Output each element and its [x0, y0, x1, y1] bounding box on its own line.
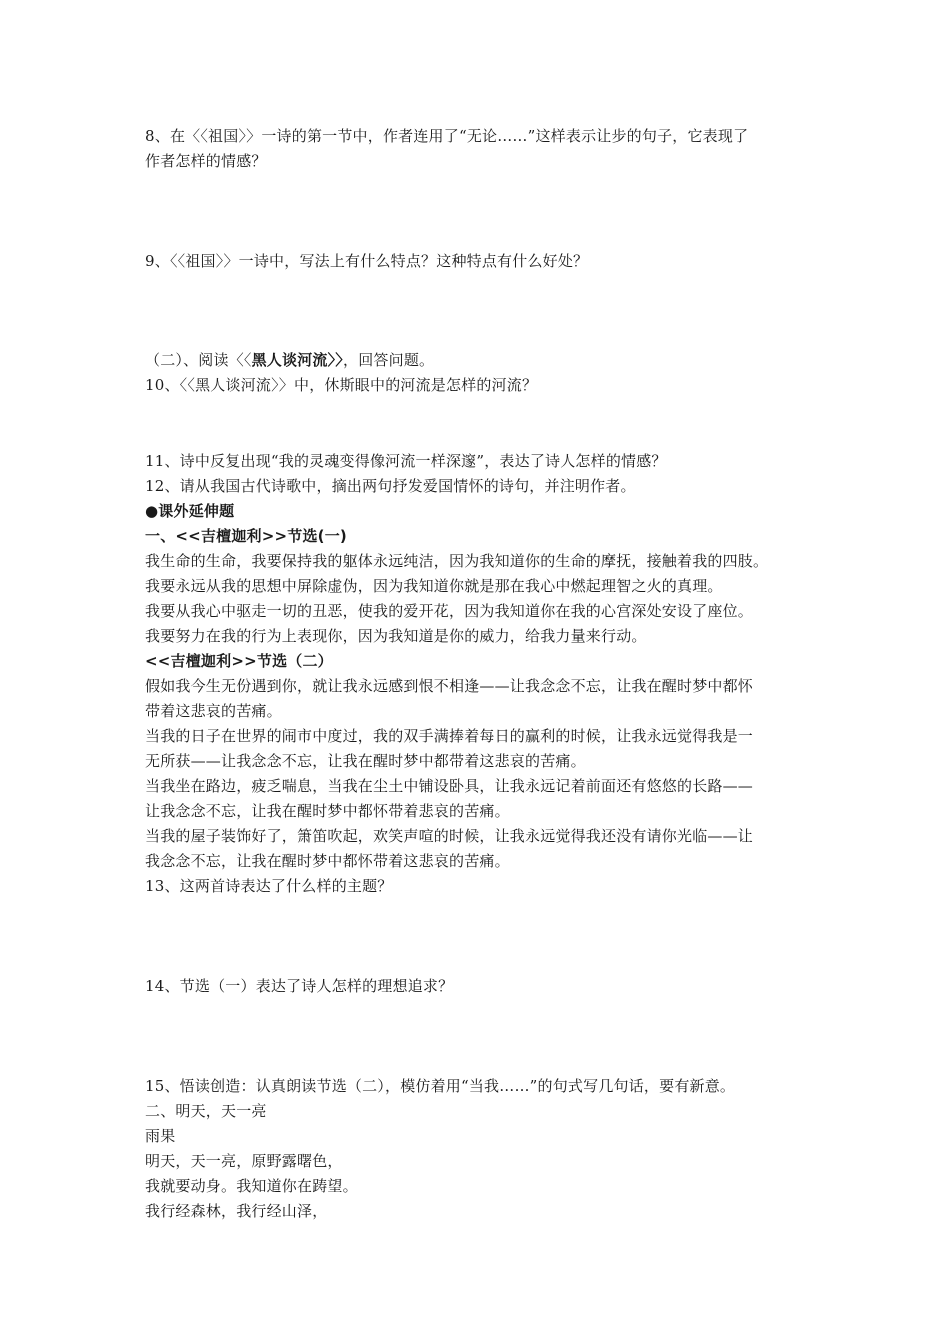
question-15: 15、悟读创造：认真朗读节选（二），模仿着用“当我……”的句式写几句话，要有新意。	[145, 1077, 736, 1095]
excerpt-1-line: 我要从我心中驱走一切的丑恶，使我的爱开花，因为我知道你在我的心宫深处安设了座位。	[145, 602, 754, 620]
excerpt-2-line: 让我念念不忘，让我在醒时梦中都怀带着悲哀的苦痛。	[145, 802, 510, 820]
section-2-suffix: ，回答问题。	[343, 351, 435, 369]
poem-heading: 二、明天，天一亮	[145, 1102, 267, 1120]
excerpt-2-line: 我念念不忘，让我在醒时梦中都怀带着这悲哀的苦痛。	[145, 852, 510, 870]
excerpt-1-line: 我生命的生命，我要保持我的躯体永远纯洁，因为我知道你的生命的摩抚，接触着我的四肢。	[145, 552, 769, 570]
question-8-line-1: 8、在〈〈祖国〉〉一诗的第一节中，作者连用了“无论……”这样表示让步的句子，它表现了	[145, 127, 749, 145]
excerpt-1-line: 我要永远从我的思想中屏除虚伪，因为我知道你就是那在我心中燃起理智之火的真理。	[145, 577, 723, 595]
poem-line: 我行经森林，我行经山泽，	[145, 1202, 328, 1220]
question-11: 11、诗中反复出现“我的灵魂变得像河流一样深邃”，表达了诗人怎样的情感？	[145, 452, 667, 470]
poem-author: 雨果	[145, 1127, 176, 1145]
question-12: 12、请从我国古代诗歌中，摘出两句抒发爱国情怀的诗句，并注明作者。	[145, 477, 636, 495]
section-2-title: 黑人谈河流〉〉	[251, 351, 344, 369]
extension-heading: ●课外延伸题	[145, 502, 235, 520]
section-2-prefix: （二）、阅读〈〈	[145, 351, 252, 369]
excerpt-2-line: 带着这悲哀的苦痛。	[145, 702, 282, 720]
excerpt-2-line: 当我的屋子装饰好了，箫笛吹起，欢笑声喧的时候，让我永远觉得我还没有请你光临——让	[145, 827, 754, 845]
question-10: 10、〈〈黑人谈河流〉〉中，休斯眼中的河流是怎样的河流？	[145, 376, 538, 394]
excerpt-1-heading: 一、<<吉檀迦利>>节选(一)	[145, 527, 347, 545]
excerpt-2-line: 当我坐在路边，疲乏喘息，当我在尘土中铺设卧具，让我永远记着前面还有悠悠的长路——	[145, 777, 754, 795]
excerpt-1-line: 我要努力在我的行为上表现你，因为我知道是你的威力，给我力量来行动。	[145, 627, 647, 645]
question-13: 13、这两首诗表达了什么样的主题？	[145, 877, 393, 895]
poem-line: 明天，天一亮，原野露曙色，	[145, 1152, 343, 1170]
question-14: 14、节选（一）表达了诗人怎样的理想追求？	[145, 977, 454, 995]
section-2-heading	[145, 348, 815, 373]
excerpt-2-line: 当我的日子在世界的闹市中度过，我的双手满捧着每日的赢利的时候，让我永远觉得我是一	[145, 727, 754, 745]
question-8-line-2: 作者怎样的情感？	[145, 152, 267, 170]
excerpt-2-line: 无所获——让我念念不忘，让我在醒时梦中都带着这悲哀的苦痛。	[145, 752, 586, 770]
excerpt-2-line: 假如我今生无份遇到你，就让我永远感到恨不相逢——让我念念不忘，让我在醒时梦中都怀	[145, 677, 754, 695]
question-9: 9、〈〈祖国〉〉一诗中，写法上有什么特点？这种特点有什么好处？	[145, 252, 589, 270]
excerpt-2-heading: <<吉檀迦利>>节选（二）	[145, 652, 333, 670]
poem-line: 我就要动身。我知道你在踌望。	[145, 1177, 358, 1195]
